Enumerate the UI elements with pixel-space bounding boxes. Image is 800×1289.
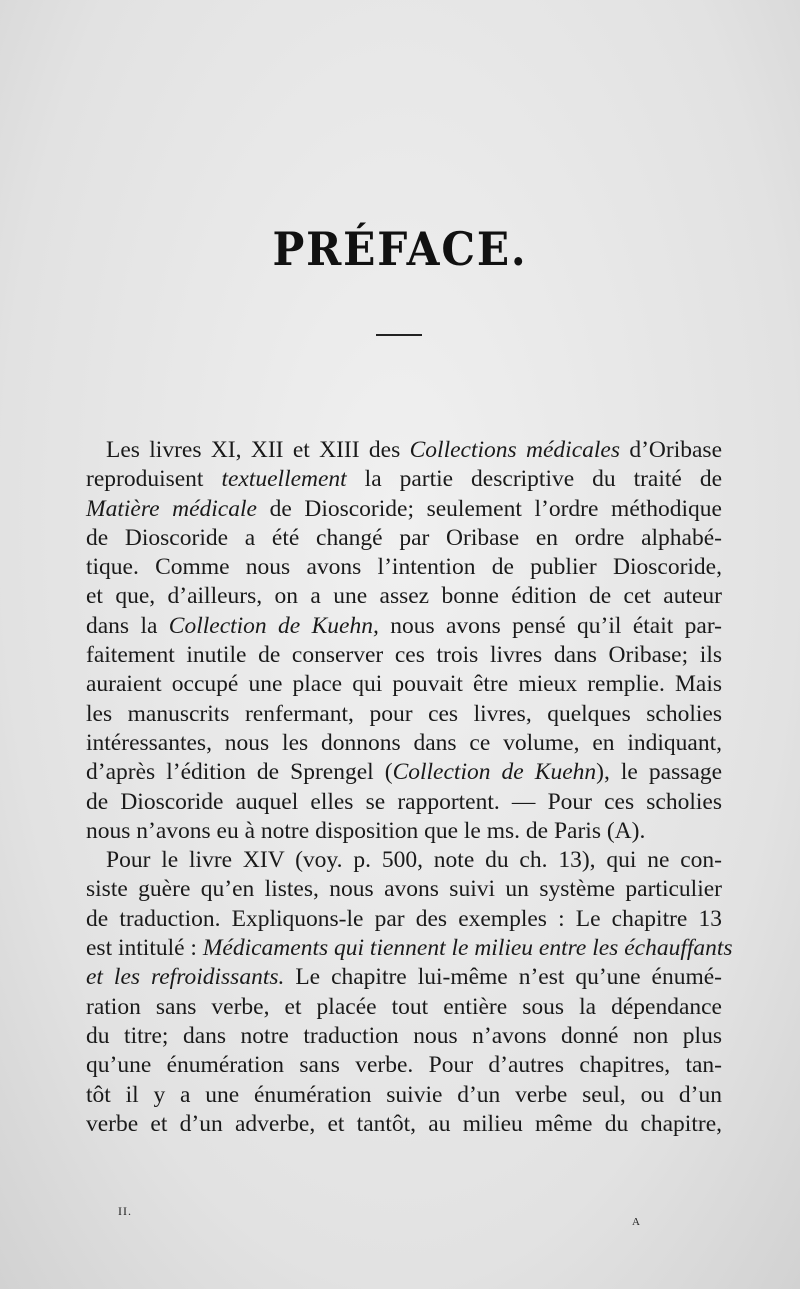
italic-text: Collection de Kuehn,	[168, 612, 379, 639]
italic-text: textuellement	[221, 466, 347, 493]
text-span: verbe et d’un adverbe, et tantôt, au milieu même du chapitre,	[86, 1110, 722, 1137]
text-line	[86, 1051, 722, 1080]
text-span: d’après l’édition de Sprengel (	[86, 759, 393, 786]
text-span: de traduction. Expliquons-le par des exemples : Le chapitre 13	[86, 905, 722, 932]
text-span: la partie descriptive du traité de	[346, 466, 722, 493]
text-line	[86, 495, 722, 524]
signature-mark-right: A	[632, 1216, 640, 1228]
text-span: auraient occupé une place qui pouvait être mieux remplie. Mais	[86, 671, 722, 698]
signature-mark-left: II.	[118, 1204, 132, 1218]
text-line	[86, 788, 722, 817]
text-span: reproduisent	[86, 466, 222, 493]
text-line	[86, 817, 722, 846]
page-title: PRÉFACE.	[272, 222, 528, 276]
text-line	[86, 905, 722, 934]
italic-text: Médicaments qui tiennent le milieu entre les échauffants	[202, 935, 733, 962]
text-line	[86, 1081, 722, 1110]
text-span: du titre; dans notre traduction nous n’avons donné non plus	[86, 1022, 722, 1049]
text-line	[86, 1022, 722, 1051]
text-line	[86, 670, 722, 699]
text-span: nous avons pensé qu’il était par-	[378, 612, 722, 639]
text-span: d’Oribase	[620, 437, 723, 463]
text-line	[86, 875, 722, 904]
text-line	[86, 700, 722, 729]
text-line	[86, 524, 722, 553]
text-span: et que, d’ailleurs, on a une assez bonne édition de cet auteur	[86, 583, 722, 610]
title-rule	[376, 334, 422, 336]
text-line	[86, 758, 722, 787]
italic-text: Collection de Kuehn	[392, 759, 597, 786]
text-line	[86, 436, 722, 465]
body-text	[86, 436, 733, 1139]
text-span: nous n’avons eu à notre disposition que le ms. de Paris (A).	[86, 817, 646, 844]
text-span: siste guère qu’en listes, nous avons suivi un système particulier	[86, 876, 722, 903]
italic-text: et les refroidissants.	[86, 964, 285, 991]
italic-text: Matière médicale	[86, 495, 257, 522]
text-span: ration sans verbe, et placée tout entière sous la dépendance	[86, 993, 722, 1020]
text-span: dans la	[86, 612, 169, 639]
text-span: ), le passage	[596, 759, 723, 786]
text-span: faitement inutile de conserver ces trois livres dans Oribase; ils	[86, 642, 722, 669]
text-line	[86, 641, 722, 670]
text-line	[86, 1110, 722, 1139]
text-span: est intitulé :	[86, 935, 203, 962]
text-span: tique. Comme nous avons l’intention de publier Dioscoride,	[86, 554, 722, 581]
text-line	[86, 934, 733, 963]
text-line	[86, 612, 722, 641]
italic-text: Collections médicales	[409, 437, 620, 463]
text-span: de Dioscoride auquel elles se rapportent. — Pour ces scholies	[86, 788, 722, 815]
text-span: Le chapitre lui-même n’est qu’une énumé-	[284, 964, 722, 991]
text-line	[86, 465, 722, 494]
text-span: tôt il y a une énumération suivie d’un verbe seul, ou d’un	[86, 1081, 722, 1108]
text-span: de Dioscoride; seulement l’ordre méthodique	[256, 495, 722, 522]
text-span: les manuscrits renfermant, pour ces livres, quelques scholies	[86, 700, 722, 727]
text-line	[86, 553, 722, 582]
text-line	[86, 993, 722, 1022]
text-line	[86, 729, 722, 758]
text-span: Les livres XI, XII et XIII des	[106, 437, 410, 463]
text-span: Pour le livre XIV (voy. p. 500, note du ch. 13), qui ne con-	[106, 847, 722, 874]
text-line	[86, 963, 722, 992]
text-line	[86, 846, 722, 875]
text-span: de Dioscoride a été changé par Oribase en ordre alphabé-	[86, 524, 722, 551]
text-span: intéressantes, nous les donnons dans ce volume, en indiquant,	[86, 729, 722, 756]
text-line	[86, 582, 722, 611]
text-span: qu’une énumération sans verbe. Pour d’autres chapitres, tan-	[86, 1052, 722, 1079]
